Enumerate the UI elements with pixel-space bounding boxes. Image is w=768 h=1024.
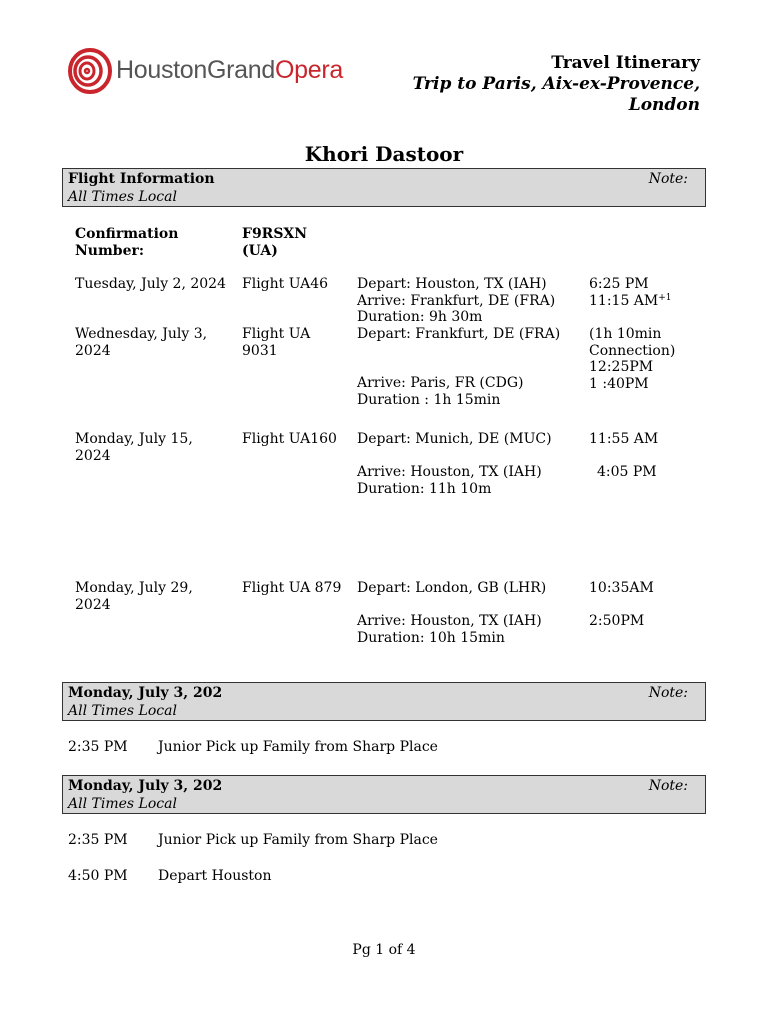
flight-info-header xyxy=(62,168,706,207)
flight-3-number: Flight UA160 xyxy=(242,431,337,447)
day-section-2-header xyxy=(62,775,706,814)
flight-2-number: Flight UA 9031 xyxy=(242,326,311,359)
event-description: Junior Pick up Family from Sharp Place xyxy=(158,832,438,848)
section-subtitle: All Times Local xyxy=(68,703,177,719)
flight-1-date: Tuesday, July 2, 2024 xyxy=(75,276,226,292)
note-label: Note: xyxy=(648,171,688,187)
flight-2-arrive: Arrive: Paris, FR (CDG) Duration : 1h 15min xyxy=(357,375,524,408)
event-time: 2:35 PM xyxy=(68,832,128,848)
flight-4-number: Flight UA 879 xyxy=(242,580,342,596)
confirmation-number: F9RSXN (UA) xyxy=(242,226,308,259)
flight-1-times: 6:25 PM 11:15 $AM^{+1}$ xyxy=(589,276,672,309)
flight-1-depart: Depart: Houston, TX (IAH) Arrive: Frankfurt, DE (FRA) Duration: 9h 30m xyxy=(357,276,556,325)
flight-4-arrive: Arrive: Houston, TX (IAH) Duration: 10h 15min xyxy=(357,613,542,646)
trip-title-line-1: Trip to Paris, Aix-ex-Provence, xyxy=(412,74,700,94)
flight-3-arrive: Arrive: Houston, TX (IAH) Duration: 11h 10m xyxy=(357,464,542,497)
spiral-logo-icon xyxy=(67,45,113,95)
traveler-name: Khori Dastoor xyxy=(304,142,464,166)
event-time: 4:50 PM xyxy=(68,868,128,884)
section-title: Flight Information xyxy=(68,171,215,187)
confirmation-label: Confirmation Number: xyxy=(75,226,179,259)
day-section-1-header xyxy=(62,682,706,721)
flight-2-depart: Depart: Frankfurt, DE (FRA) xyxy=(357,326,561,342)
section-subtitle: All Times Local xyxy=(68,189,177,205)
flight-4-date: Monday, July 29, 2024 xyxy=(75,580,193,613)
itinerary-title: Travel Itinerary xyxy=(551,53,700,73)
section-subtitle: All Times Local xyxy=(68,796,177,812)
houston-grand-opera-logo xyxy=(67,44,343,96)
flight-3-depart: Depart: Munich, DE (MUC) xyxy=(357,431,552,447)
event-time: 2:35 PM xyxy=(68,739,128,755)
flight-1-number: Flight UA46 xyxy=(242,276,329,292)
flight-2-times: (1h 10min Connection) 12:25PM 1 :40PM xyxy=(589,326,676,392)
flight-4-arrive-time: 2:50PM xyxy=(589,613,645,629)
trip-title-line-2: London xyxy=(628,95,700,115)
itinerary-header xyxy=(413,53,700,116)
flight-4-depart: Depart: London, GB (LHR) xyxy=(357,580,547,596)
section-title: Monday, July 3, 202 xyxy=(68,685,223,701)
section-title: Monday, July 3, 202 xyxy=(68,778,223,794)
event-description: Depart Houston xyxy=(158,868,272,884)
note-label: Note: xyxy=(648,685,688,701)
flight-2-date: Wednesday, July 3, 2024 xyxy=(75,326,208,359)
flight-4-depart-time: 10:35AM xyxy=(589,580,654,596)
page-number: Pg 1 of 4 xyxy=(352,942,416,958)
event-description: Junior Pick up Family from Sharp Place xyxy=(158,739,438,755)
flight-3-date: Monday, July 15, 2024 xyxy=(75,431,193,464)
logo-wordmark: HoustonGrandOpera xyxy=(116,55,343,84)
flight-3-depart-time: 11:55 AM xyxy=(589,431,659,447)
flight-3-arrive-time: 4:05 PM xyxy=(597,464,657,480)
note-label: Note: xyxy=(648,778,688,794)
